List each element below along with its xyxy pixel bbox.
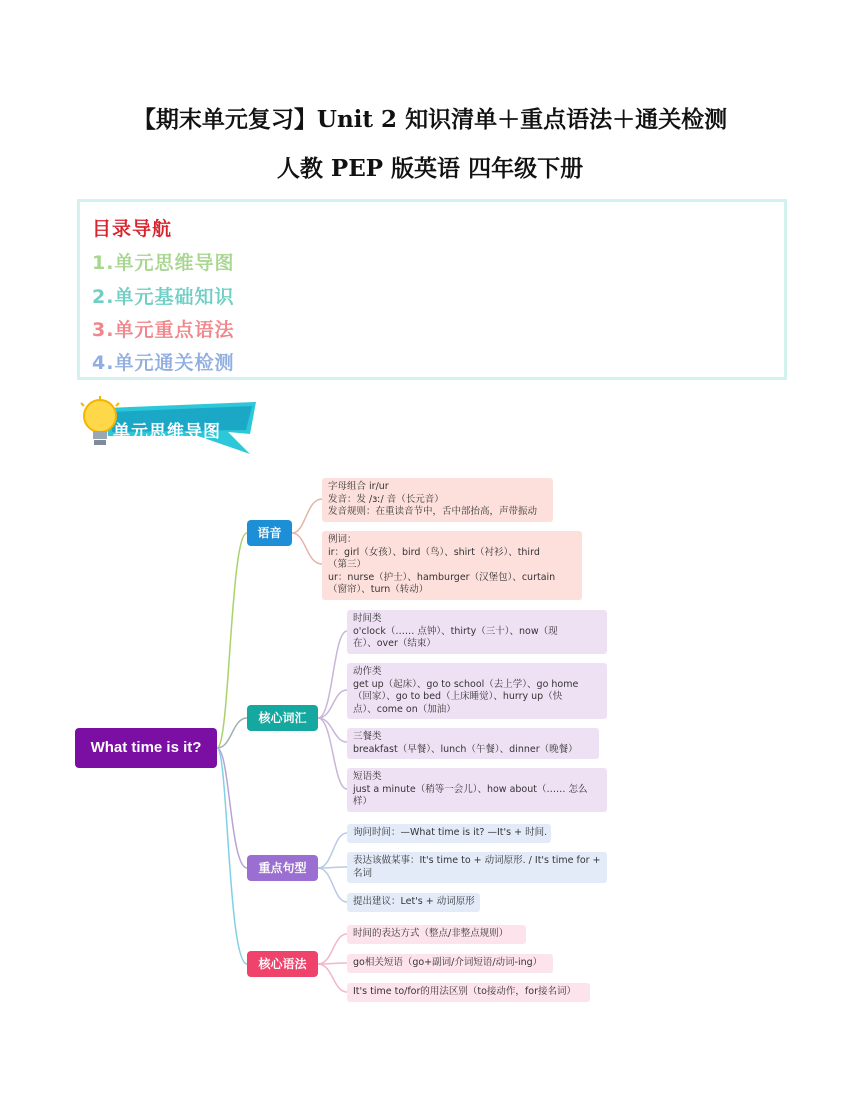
- branch-phonics[interactable]: 语音: [247, 520, 292, 546]
- node-line: 时间的表达方式（整点/非整点规则）: [353, 928, 509, 939]
- grammar-time-expression-node: [347, 925, 526, 944]
- grammar-time-to-for-node: [347, 983, 590, 1002]
- toc-item-test[interactable]: 4.单元通关检测: [92, 352, 235, 374]
- node-line: 名词: [353, 867, 373, 879]
- connector-grammar-3: [318, 964, 347, 992]
- branch-grammar[interactable]: 核心语法: [247, 951, 318, 977]
- connector-grammar-1: [318, 934, 347, 964]
- connector-sentences-3: [318, 868, 347, 902]
- node-line: o'clock（…… 点钟）、thirty（三十）、now（现: [353, 625, 558, 637]
- node-line: 时间类: [353, 613, 382, 624]
- document-title: 【期末单元复习】Unit 2 知识清单＋重点语法＋通关检测: [132, 106, 728, 133]
- connector-vocab-2: [318, 690, 347, 718]
- node-line: 样）: [353, 796, 373, 807]
- node-line: 点）、come on（加油）: [353, 703, 456, 715]
- node-line: go相关短语（go+副词/介词短语/动词-ing）: [353, 957, 543, 968]
- node-line: 发音规则：在重读音节中，舌中部抬高，声带振动: [328, 506, 538, 517]
- node-line: just a minute（稍等一会儿）、how about（…… 怎么: [353, 783, 588, 795]
- node-line: （第三）: [328, 559, 367, 570]
- sentence-time-to-node: [347, 852, 607, 883]
- vocab-time-node: [347, 610, 607, 654]
- node-line: ir：girl（女孩）、bird（鸟）、shirt（衬衫）、third: [328, 546, 540, 558]
- connector-root-vocab: [217, 718, 247, 748]
- node-line: breakfast（早餐）、lunch（午餐）、dinner（晚餐）: [353, 743, 578, 755]
- connector-phonics-1: [292, 499, 322, 533]
- connector-root-grammar: [217, 748, 247, 964]
- branch-vocabulary[interactable]: 核心词汇: [247, 705, 318, 731]
- toc-heading: 目录导航: [92, 218, 173, 240]
- node-line: 在）、over（结束）: [353, 638, 436, 649]
- node-line: 提出建议：Let's + 动词原形: [353, 896, 475, 907]
- grammar-go-phrases-node: [347, 954, 553, 973]
- phonics-examples-node: [322, 531, 582, 600]
- connector-vocab-3: [318, 718, 347, 742]
- node-line: 动作类: [353, 666, 382, 677]
- vocab-actions-node: [347, 663, 607, 719]
- phonics-rule-node: [322, 478, 553, 522]
- node-line: 短语类: [353, 771, 382, 782]
- node-line: 字母组合 ir/ur: [328, 481, 389, 492]
- node-line: ur：nurse（护士）、hamburger（汉堡包）、curtain: [328, 571, 556, 583]
- connector-root-phonics: [217, 533, 247, 748]
- sentence-lets-node: [347, 893, 480, 912]
- branch-sentences[interactable]: 重点句型: [247, 855, 318, 881]
- toc-item-mindmap[interactable]: 1.单元思维导图: [92, 252, 235, 274]
- node-line: 询问时间：—What time is it? —It's + 时间.: [353, 827, 548, 838]
- mindmap-root[interactable]: What time is it?: [75, 728, 217, 768]
- node-line: 表达该做某事：It's time to + 动词原形. / It's time for +: [353, 855, 601, 866]
- section-banner-label: 单元思维导图: [113, 422, 221, 442]
- node-line: 例词：: [328, 534, 357, 545]
- vocab-meals-node: [347, 728, 599, 759]
- document-subtitle: 人教 PEP 版英语 四年级下册: [276, 155, 584, 182]
- connector-sentences-1: [318, 833, 347, 868]
- node-line: 发音：发 /ɜː/ 音（长元音）: [328, 493, 444, 505]
- node-line: It's time to/for的用法区别（to接动作，for接名词）: [353, 986, 576, 997]
- toc-item-grammar[interactable]: 3.单元重点语法: [92, 319, 235, 341]
- sentence-ask-time-node: [347, 824, 551, 843]
- node-line: （窗帘）、turn（转动）: [328, 584, 429, 595]
- toc-item-basics[interactable]: 2.单元基础知识: [92, 286, 235, 308]
- vocab-phrases-node: [347, 768, 607, 812]
- connector-phonics-2: [292, 533, 322, 564]
- node-line: get up（起床）、go to school（去上学）、go home: [353, 678, 579, 690]
- node-line: 三餐类: [353, 731, 382, 742]
- node-line: （回家）、go to bed（上床睡觉）、hurry up（快: [353, 691, 563, 702]
